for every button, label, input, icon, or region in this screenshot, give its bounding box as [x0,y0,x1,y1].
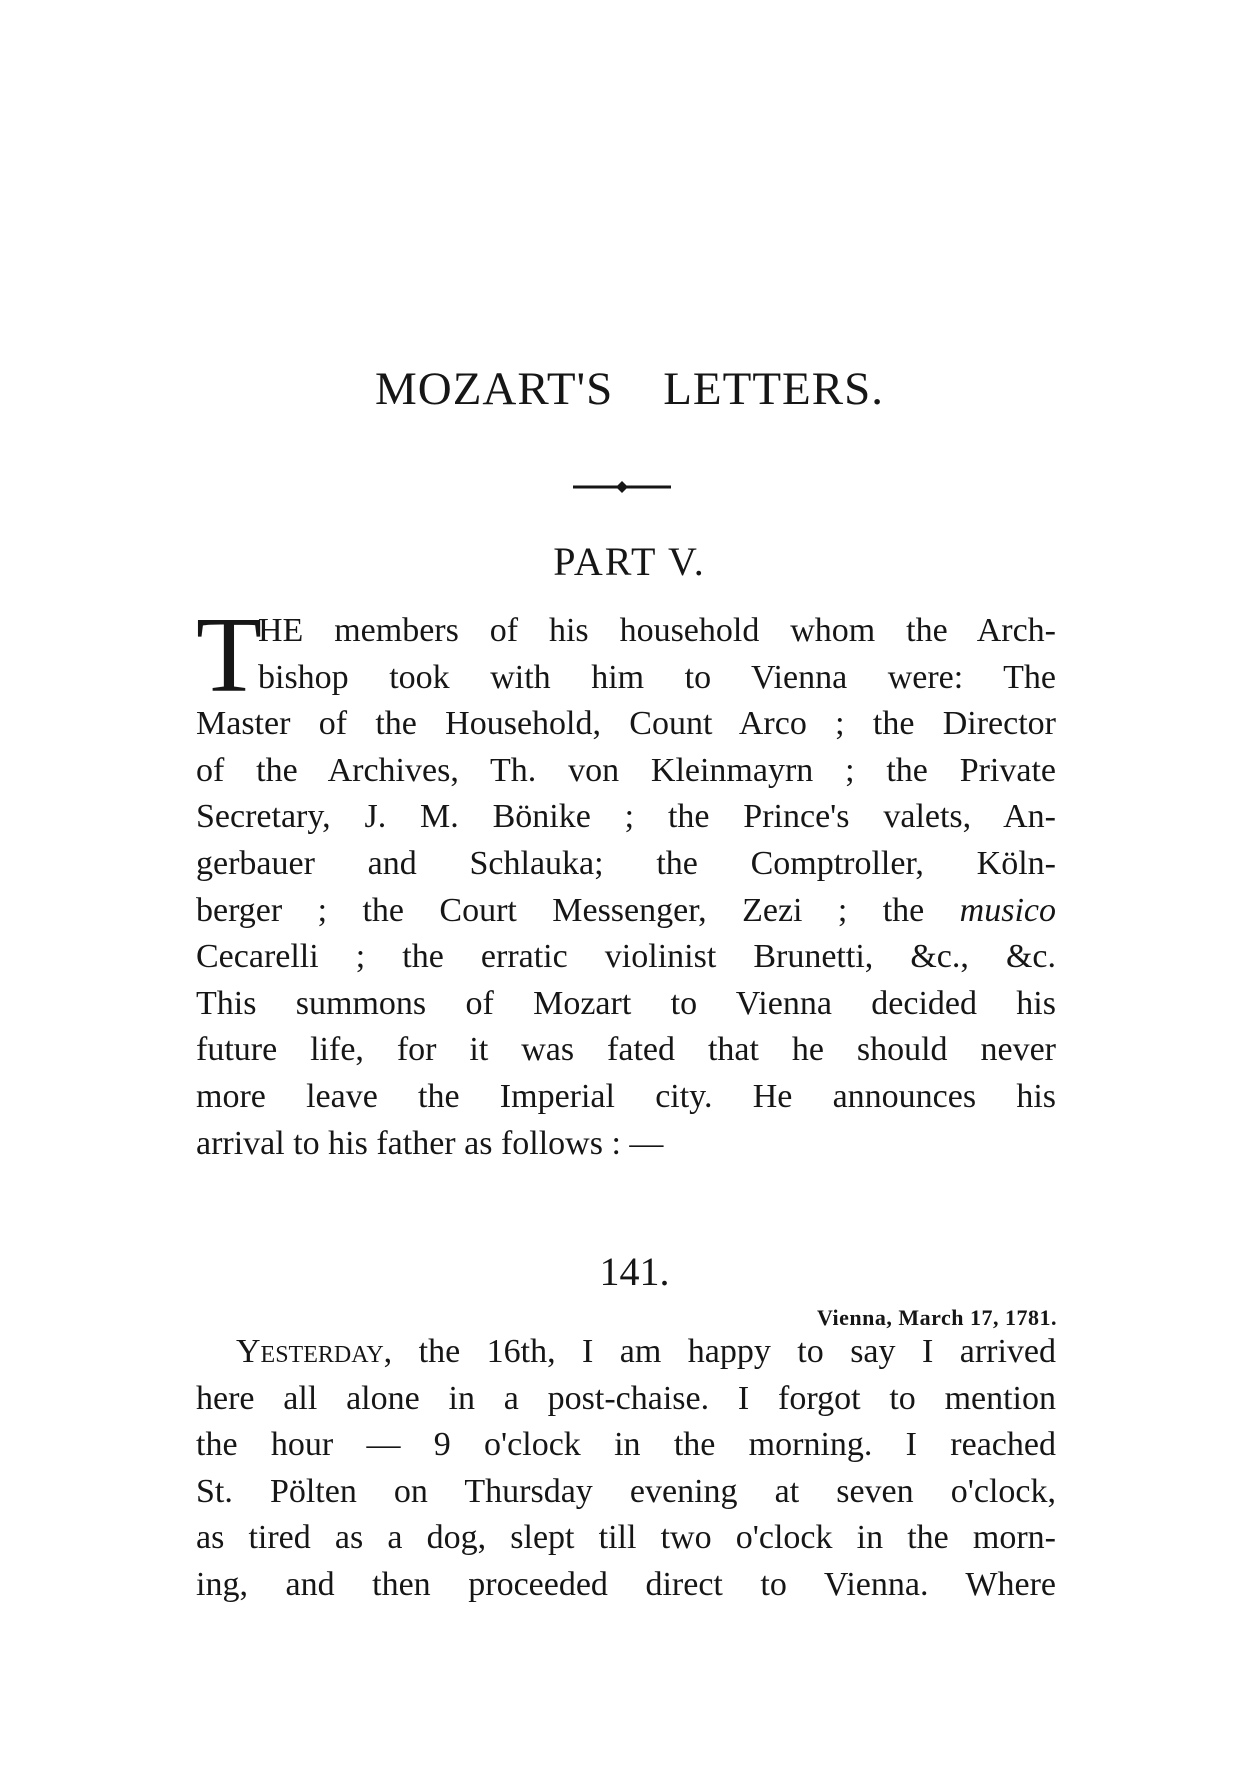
letter-line-text: the 16th, I am happy to say I arrived [418,1333,1057,1370]
letter-line: here all alone in a post-chaise. I forgot to mention [196,1379,1056,1417]
part-heading: PART V. [553,539,706,584]
intro-line: This summons of Mozart to Vienna decided his [196,984,1056,1022]
intro-line: gerbauer and Schlauka; the Comptroller, Köln- [196,844,1056,882]
intro-line: future life, for it was fated that he should never [196,1031,1056,1069]
opening-word: Yesterday, [236,1333,393,1370]
intro-paragraph [196,596,1056,1167]
intro-line-with-italic [196,888,1056,935]
intro-line: Master of the Household, Count Arco ; the Director [196,705,1056,743]
intro-line: more leave the Imperial city. He announces his [196,1077,1056,1115]
letter-line: ing, and then proceeded direct to Vienna. Where [196,1565,1056,1603]
intro-line-text: berger ; the Court Messenger, Zezi ; the [196,891,925,929]
intro-line: bishop took with him to Vienna were: The [258,658,1056,696]
italic-word: musico [959,891,1056,929]
letter-paragraph [196,1329,1056,1609]
intro-line: of the Archives, Th. von Kleinmayrn ; the Private [196,751,1056,789]
intro-line: HE members of his household whom the Arch- [258,612,1056,649]
intro-line: Secretary, J. M. Bönike ; the Prince's valets, An- [196,798,1056,836]
title-word-1: MOZART'S [374,363,614,415]
letter-line-first [196,1329,1056,1376]
intro-line: Cecarelli ; the erratic violinist Brunetti, &c., &c. [196,938,1056,976]
ornament-rule [573,480,671,494]
letter-line: the hour — 9 o'clock in the morning. I reached [196,1426,1056,1464]
letter-line: St. Pölten on Thursday evening at seven o'clock, [196,1472,1056,1510]
page-title [0,362,1259,416]
letter-number: 141. [599,1249,670,1294]
intro-line: arrival to his father as follows : — [196,1124,664,1162]
title-word-2: LETTERS. [663,363,885,415]
letter-line: as tired as a dog, slept till two o'clock in the morn- [196,1519,1056,1557]
drop-cap: T [196,596,262,715]
letter-dateline: Vienna, March 17, 1781. [816,1305,1057,1330]
